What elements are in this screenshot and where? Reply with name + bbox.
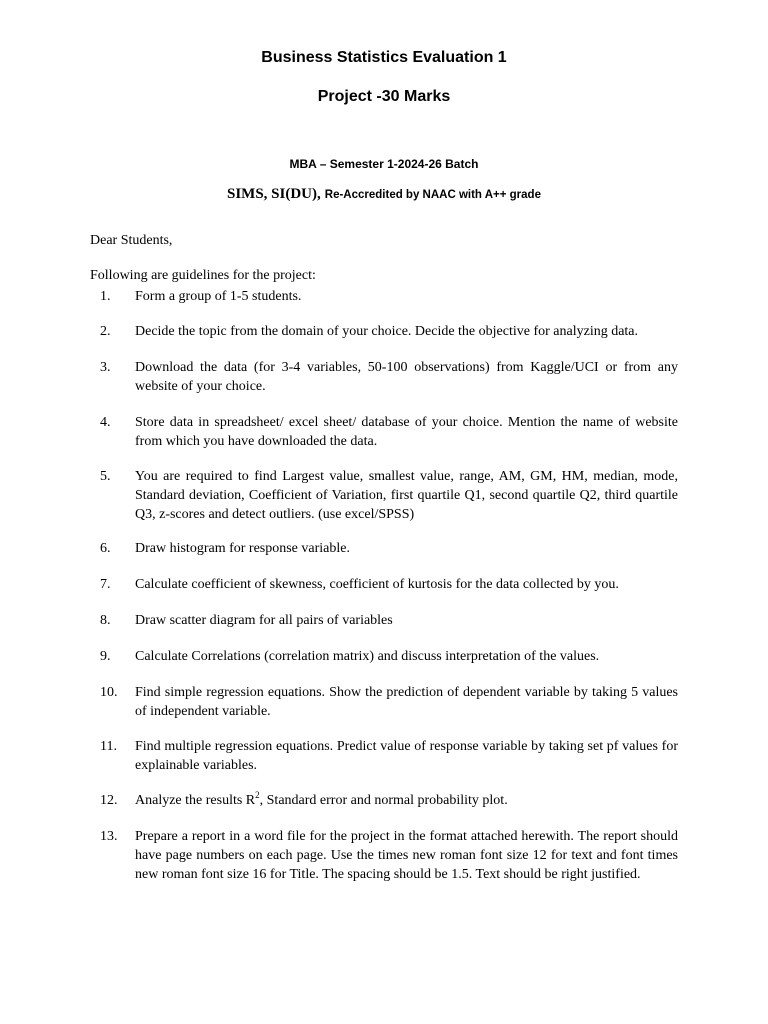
list-item-number: 11. — [100, 739, 117, 754]
document-subtitle: Project -30 Marks — [317, 88, 451, 105]
batch-line: MBA – Semester 1-2024-26 Batch — [289, 157, 479, 171]
list-item-number: 3. — [100, 360, 111, 375]
list-item-text: Calculate Correlations (correlation matrix) and discuss interpretation of the values. — [135, 649, 600, 664]
list-item — [100, 575, 678, 594]
list-item-text: Draw histogram for response variable. — [135, 541, 350, 556]
document-title: Business Statistics Evaluation 1 — [261, 49, 507, 66]
list-item — [100, 467, 678, 524]
list-item — [100, 287, 678, 306]
list-item-number: 4. — [100, 415, 111, 430]
list-item-number: 7. — [100, 577, 111, 592]
list-item-text: Decide the topic from the domain of your choice. Decide the objective for analyzing data. — [135, 324, 639, 339]
institute-name: SIMS, SI(DU), — [227, 186, 321, 202]
list-item-text: Prepare a report in a word file for the project in the format attached herewith. The report should have page numbers on each page. Use the times new roman font size 12 for text and font times new roman font size 16 for Title. The spacing should be 1.5. Text should be right justified. — [135, 829, 678, 882]
list-item — [100, 322, 678, 341]
list-item-text — [135, 791, 678, 810]
list-item-text: Store data in spreadsheet/ excel sheet/ database of your choice. Mention the name of website from which you have downloaded the data. — [135, 415, 678, 449]
list-item — [100, 647, 678, 666]
list-item — [100, 413, 678, 451]
list-item-text: You are required to find Largest value, smallest value, range, AM, GM, HM, median, mode, Standard deviation, Coefficient of Variation, first quartile Q1, second quartile Q2, third quartile Q3, z-scores and detect outliers. (use excel/SPSS) — [135, 469, 678, 522]
list-item-number: 8. — [100, 613, 111, 628]
list-item — [100, 827, 678, 884]
list-item-text-part: , Standard error and normal probability plot. — [259, 793, 508, 808]
greeting: Dear Students, — [90, 233, 173, 248]
list-item-text: Find simple regression equations. Show the prediction of dependent variable by taking 5 values of independent variable. — [135, 685, 678, 719]
list-item-number: 5. — [100, 469, 111, 484]
list-item-text: Form a group of 1-5 students. — [135, 289, 302, 304]
list-item — [100, 611, 678, 630]
superscript: 2 — [255, 790, 260, 800]
list-item — [100, 358, 678, 396]
list-item-number: 6. — [100, 541, 111, 556]
list-item-text: Draw scatter diagram for all pairs of variables — [135, 613, 393, 628]
list-item — [100, 791, 678, 810]
list-item-text: Calculate coefficient of skewness, coefficient of kurtosis for the data collected by you. — [135, 577, 619, 592]
list-item-text-part: Analyze the results R — [135, 793, 256, 808]
list-item-number: 12. — [100, 793, 118, 808]
institute-line — [0, 185, 768, 203]
list-item — [100, 539, 678, 558]
list-item-text: Download the data (for 3-4 variables, 50-100 observations) from Kaggle/UCI or from any website of your choice. — [135, 360, 678, 394]
list-item-number: 9. — [100, 649, 111, 664]
list-item — [100, 737, 678, 775]
list-item-number: 2. — [100, 324, 111, 339]
list-item — [100, 683, 678, 721]
list-item-number: 1. — [100, 289, 111, 304]
list-item-number: 10. — [100, 685, 118, 700]
list-item-text: Find multiple regression equations. Predict value of response variable by taking set pf values for explainable variables. — [135, 739, 678, 773]
intro-text: Following are guidelines for the project: — [90, 268, 316, 283]
list-item-number: 13. — [100, 829, 118, 844]
institute-accreditation: Re-Accredited by NAAC with A++ grade — [324, 189, 541, 201]
